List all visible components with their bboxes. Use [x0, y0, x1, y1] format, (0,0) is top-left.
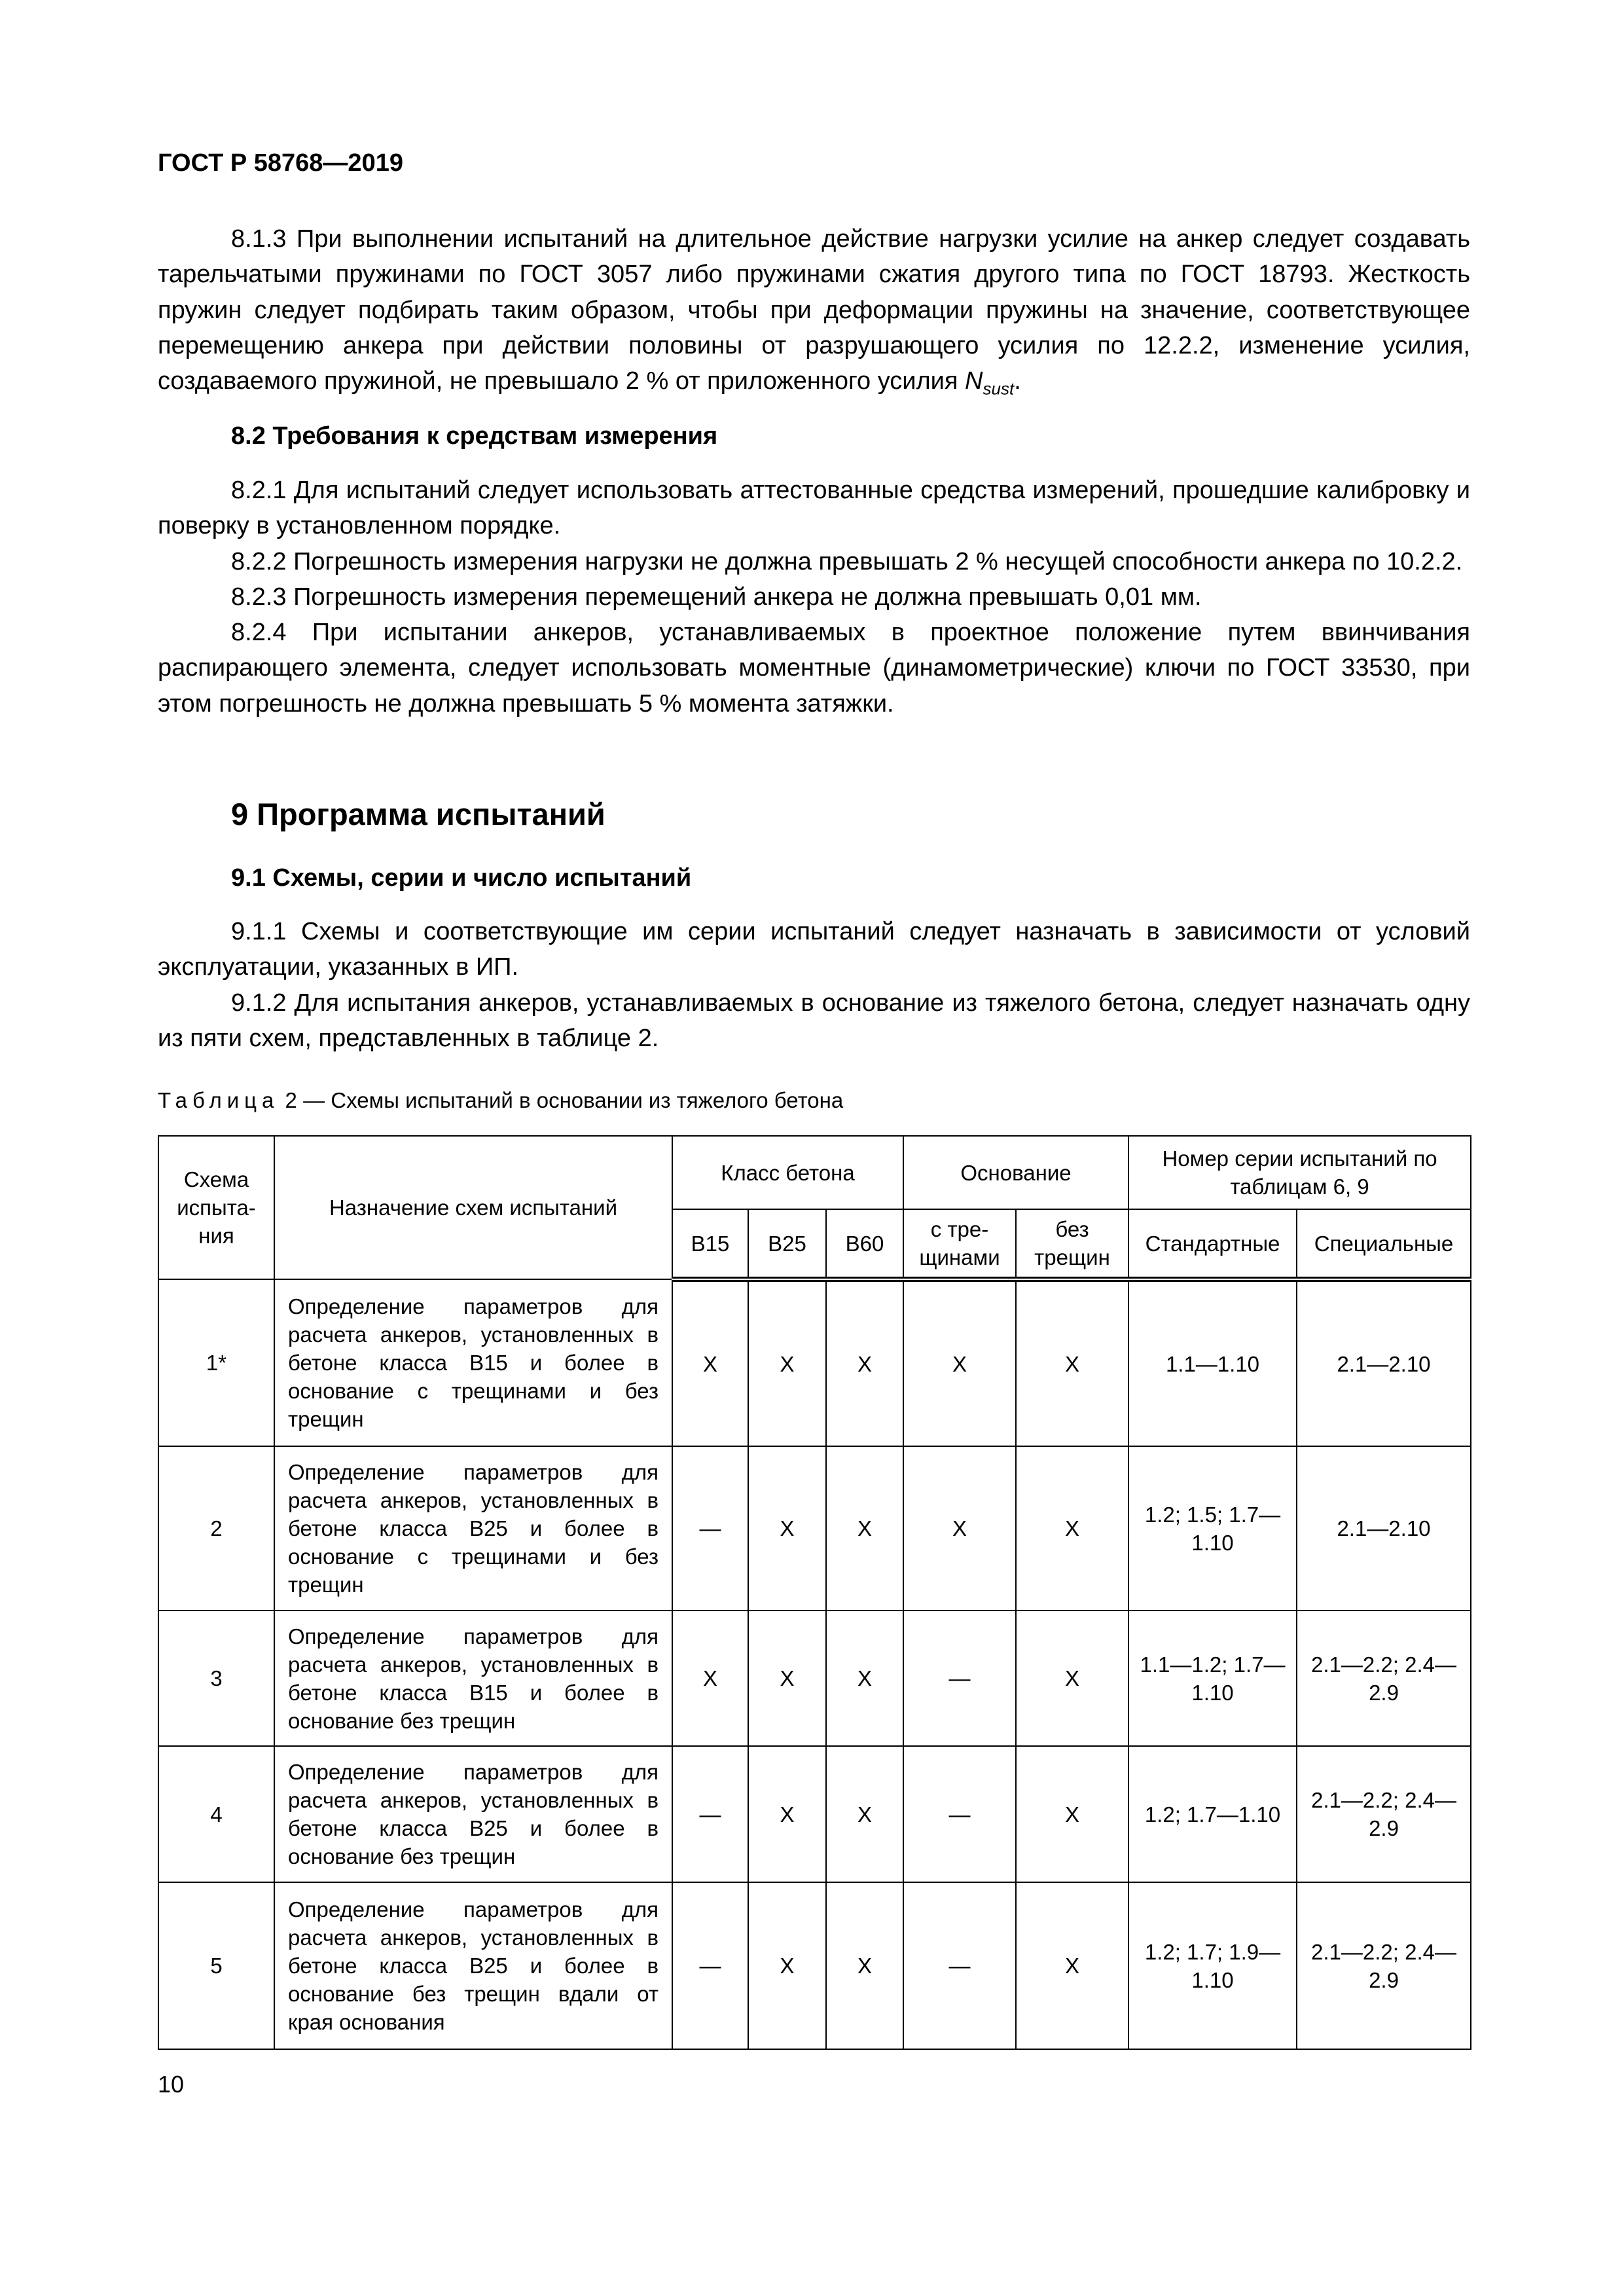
- header-base: Основание: [903, 1136, 1128, 1209]
- cell-c: X: [903, 1446, 1016, 1611]
- cell-b15: X: [672, 1279, 748, 1446]
- document-header: ГОСТ Р 58768—2019: [158, 149, 403, 177]
- cell-c: X: [903, 1279, 1016, 1446]
- cell-std: 1.2; 1.5; 1.7—1.10: [1128, 1446, 1297, 1611]
- header-special: Специальные: [1297, 1209, 1471, 1279]
- header-series: Номер серии испытаний по таблицам 6, 9: [1128, 1136, 1471, 1209]
- table-row: [158, 1746, 1471, 1882]
- paragraph-8-2-4: 8.2.4 При испытании анкеров, устанавливаемых в проектное положение путем ввинчивания распирающего элемента, следует использовать моментные (динамометрические) ключи по ГОСТ 33530, при этом погрешность не должна превышать 5 % момента затяжки.: [158, 619, 1470, 718]
- cell-n: 1*: [158, 1279, 274, 1446]
- cell-b60: X: [826, 1446, 903, 1611]
- cell-nc: X: [1016, 1279, 1128, 1446]
- cell-spec: 2.1—2.2; 2.4—2.9: [1297, 1746, 1471, 1882]
- heading-9-1: 9.1 Схемы, серии и число испытаний: [231, 864, 692, 892]
- cell-nc: X: [1016, 1611, 1128, 1746]
- cell-c: —: [903, 1882, 1016, 2049]
- cell-d: Определение параметров для расчета анкеров, установленных в бетоне класса В25 и более в основание с трещинами и без трещин: [274, 1446, 672, 1611]
- paragraph-8-2-2: 8.2.2 Погрешность измерения нагрузки не должна превышать 2 % несущей способности анкера по 10.2.2.: [231, 547, 1463, 575]
- header-b25: В25: [748, 1209, 826, 1279]
- cell-b25: X: [748, 1882, 826, 2049]
- cell-b15: X: [672, 1611, 748, 1746]
- cell-b15: —: [672, 1746, 748, 1882]
- cell-b60: X: [826, 1746, 903, 1882]
- cell-nc: X: [1016, 1446, 1128, 1611]
- cell-spec: 2.1—2.10: [1297, 1446, 1471, 1611]
- cell-n: 3: [158, 1611, 274, 1746]
- cell-b60: X: [826, 1279, 903, 1446]
- cell-b25: X: [748, 1611, 826, 1746]
- cell-nc: X: [1016, 1746, 1128, 1882]
- cell-b60: X: [826, 1611, 903, 1746]
- cell-spec: 2.1—2.2; 2.4—2.9: [1297, 1882, 1471, 2049]
- section-9-1: [158, 914, 1470, 1056]
- header-uncracked: без трещин: [1016, 1209, 1128, 1279]
- paragraph-8-2-3: 8.2.3 Погрешность измерения перемещений анкера не должна превышать 0,01 мм.: [231, 583, 1202, 611]
- paragraph-9-1-1: 9.1.1 Схемы и соответствующие им серии испытаний следует назначать в зависимости от условий эксплуатации, указанных в ИП.: [158, 918, 1470, 981]
- heading-9: 9 Программа испытаний: [231, 797, 605, 831]
- cell-std: 1.2; 1.7; 1.9—1.10: [1128, 1882, 1297, 2049]
- cell-b25: X: [748, 1746, 826, 1882]
- cell-c: —: [903, 1746, 1016, 1882]
- heading-8-2: 8.2 Требования к средствам измерения: [231, 422, 718, 450]
- cell-d: Определение параметров для расчета анкеров, установленных в бетоне класса В15 и более в основание без трещин: [274, 1611, 672, 1746]
- cell-std: 1.1—1.10: [1128, 1279, 1297, 1446]
- cell-spec: 2.1—2.2; 2.4—2.9: [1297, 1611, 1471, 1746]
- cell-b15: —: [672, 1446, 748, 1611]
- cell-b25: X: [748, 1279, 826, 1446]
- cell-d: Определение параметров для расчета анкеров, установленных в бетоне класса В25 и более в основание без трещин: [274, 1746, 672, 1882]
- symbol-n: N: [965, 367, 983, 395]
- header-purpose: Назначение схем испытаний: [274, 1136, 672, 1279]
- cell-std: 1.2; 1.7—1.10: [1128, 1746, 1297, 1882]
- cell-c: —: [903, 1611, 1016, 1746]
- table-row: [158, 1279, 1471, 1446]
- cell-nc: X: [1016, 1882, 1128, 2049]
- table-caption: Таблица 2 — Схемы испытаний в основании из тяжелого бетона: [158, 1088, 844, 1112]
- header-standard: Стандартные: [1128, 1209, 1297, 1279]
- cell-d: Определение параметров для расчета анкеров, установленных в бетоне класса В25 и более в основание без трещин вдали от края основания: [274, 1882, 672, 2049]
- table-row: [158, 1446, 1471, 1611]
- cell-n: 2: [158, 1446, 274, 1611]
- cell-b15: —: [672, 1882, 748, 2049]
- cell-std: 1.1—1.2; 1.7—1.10: [1128, 1611, 1297, 1746]
- cell-spec: 2.1—2.10: [1297, 1279, 1471, 1446]
- section-8-1-3: [158, 221, 1470, 407]
- header-scheme: Схема испыта-ния: [158, 1136, 274, 1279]
- header-cracked: с тре-щинами: [903, 1209, 1016, 1279]
- page-number: 10: [158, 2071, 185, 2098]
- cell-b25: X: [748, 1446, 826, 1611]
- cell-d: Определение параметров для расчета анкеров, установленных в бетоне класса В15 и более в основание с трещинами и без трещин: [274, 1279, 672, 1446]
- cell-n: 5: [158, 1882, 274, 2049]
- paragraph-8-2-1: 8.2.1 Для испытаний следует использовать аттестованные средства измерений, прошедшие калибровку и поверку в установленном порядке.: [158, 477, 1470, 540]
- paragraph-9-1-2: 9.1.2 Для испытания анкеров, устанавливаемых в основание из тяжелого бетона, следует назначать одну из пяти схем, представленных в таблице 2.: [158, 989, 1470, 1052]
- header-concrete-class: Класс бетона: [672, 1136, 903, 1209]
- table-row: [158, 1611, 1471, 1746]
- schemes-table: [158, 1135, 1471, 2050]
- paragraph-8-1-3: 8.1.3 При выполнении испытаний на длительное действие нагрузки усилие на анкер следует создавать тарельчатыми пружинами по ГОСТ 3057 либо пружинами сжатия другого типа по ГОСТ 18793. Жесткость пружин следует подбирать таким образом, чтобы при деформации пружины на значение, соответствующее перемещению анкера при действии половины от разрушающего усилия по 12.2.2, изменение усилия, создаваемого пружиной, не превышало 2 % от приложенного усилия $N_{sust}$.: [158, 225, 1470, 399]
- table-row: [158, 1882, 1471, 2049]
- section-8-2: [158, 473, 1470, 721]
- cell-n: 4: [158, 1746, 274, 1882]
- header-b60: В60: [826, 1209, 903, 1279]
- cell-b60: X: [826, 1882, 903, 2049]
- header-b15: В15: [672, 1209, 748, 1279]
